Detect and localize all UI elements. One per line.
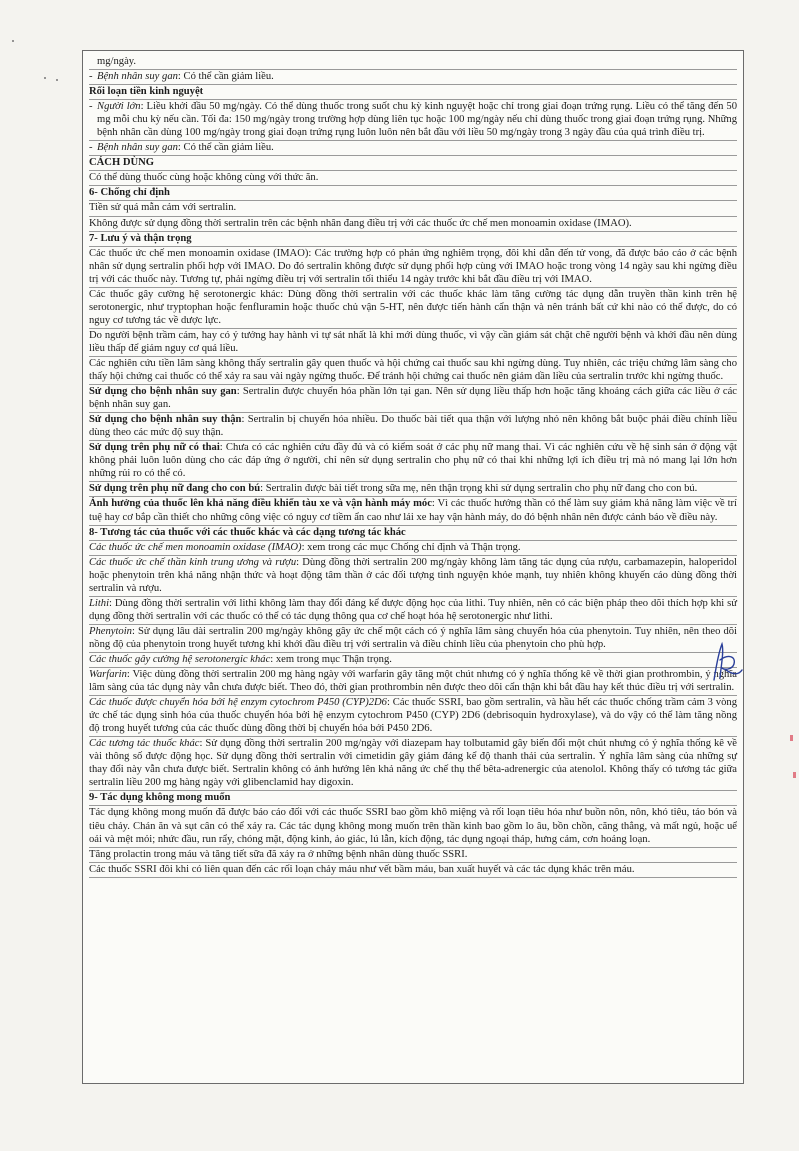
paragraph bbox=[89, 541, 737, 556]
paragraph-lead: Sử dụng cho bệnh nhân suy thận bbox=[89, 414, 242, 426]
paragraph-text: : Sertralin được chuyển hóa phần lớn tại gan. Nên sử dụng liều thấp hơn hoặc tăng khoảng cách giữa các liều ở các bệnh nhân suy gan. bbox=[89, 386, 737, 411]
paragraph-lead: Warfarin bbox=[89, 669, 127, 681]
paragraph-lead: Sử dụng cho bệnh nhân suy gan bbox=[89, 386, 237, 398]
paragraph: Các thuốc SSRI đôi khi có liên quan đến các rối loạn chảy máu như vết bầm máu, ban xuất huyết và các tác dụng khác trên máu. bbox=[89, 863, 737, 878]
paragraph: Các thuốc gây cường hệ serotonergic khác: Dùng đồng thời sertralin với các thuốc khác làm tăng cường tác dụng dẫn truyền thần kinh trên hệ serotonergic, như tryptophan hoặc fenfluramin hoặc thuốc chủ vận 5-HT, nên được tiến hành cẩn thận và nên tránh bất cứ khi nào có thể được, do có nguy cơ tương tác về dược lực. bbox=[89, 288, 737, 329]
document-page bbox=[82, 50, 744, 1084]
signature-mark bbox=[706, 640, 746, 686]
paragraph bbox=[89, 737, 737, 791]
section-heading: CÁCH DÙNG bbox=[89, 156, 737, 171]
paragraph-text: : Các thuốc SSRI, bao gồm sertralin, và hầu hết các thuốc chống trầm cảm 3 vòng ức chế tác dụng sinh hóa của thuốc chuyển hóa bởi hệ enzym cytochrom P450 (CYP) 2D6 (debrisoquin hydroxylase), và do vậy có thể làm tăng nồng độ trong huyết tương của các thuốc dùng đồng thời bị chuyển hóa bởi P450 2D6. bbox=[89, 697, 737, 735]
paragraph-text: : Dùng đồng thời sertralin 200 mg/ngày không làm tăng tác dụng của rượu, carbamazepin, haloperidol hoặc phenytoin trên khả năng nhận thức và hoạt động tâm thần ở các đối tượng tình nguyện khỏe mạnh, tuy nhiên không khuyến cáo dùng đồng thời sertralin và rượu. bbox=[89, 556, 737, 594]
paragraph-text: : Việc dùng đồng thời sertralin 200 mg hàng ngày với warfarin gây tăng một chút nhưng có ý nghĩa thống kê về thời gian prothrombin, ý nghĩa lâm sàng của tác dụng này vẫn chưa được biết. Theo đó, thời gian prothrombin nên được theo dõi cẩn thận khi bắt đầu hay kết thúc điều trị với sertralin. bbox=[89, 669, 737, 694]
bullet-mark: - bbox=[89, 71, 93, 83]
paragraph-lead: Sử dụng trên phụ nữ đang cho con bú bbox=[89, 483, 261, 495]
paragraph-text: : Sử dụng lâu dài sertralin 200 mg/ngày không gây ức chế một cách có ý nghĩa lâm sàng chuyển hóa của phenytoin. Tuy nhiên, nên theo dõi nồng độ của phenytoin trong huyết tương khi khởi đầu điều trị với sertralin và điều chỉnh liều của phenytoin cho phù hợp. bbox=[89, 625, 737, 650]
paragraph: Tăng prolactin trong máu và tăng tiết sữa đã xảy ra ở những bệnh nhân dùng thuốc SSRI. bbox=[89, 848, 737, 863]
paragraph bbox=[89, 668, 737, 696]
paragraph-lead: Các thuốc được chuyển hóa bởi hệ enzym cytochrom P450 (CYP)2D6 bbox=[89, 697, 387, 709]
bullet-label: Bệnh nhân suy gan bbox=[97, 71, 178, 83]
paragraph bbox=[89, 597, 737, 625]
paragraph bbox=[89, 413, 737, 441]
paragraph: mg/ngày. bbox=[89, 55, 737, 70]
section-heading: 6- Chống chỉ định bbox=[89, 186, 737, 201]
paragraph-text: : Sertralin được bài tiết trong sữa mẹ, nên thận trọng khi sử dụng sertralin cho phụ nữ đang cho con bú. bbox=[260, 483, 698, 495]
paragraph-text: : Vì các thuốc hướng thần có thể làm suy giảm khả năng làm việc về trí tuệ hay cơ bắp cần thiết cho những công việc có nguy cơ tiềm ẩn cao như lái xe hay vận hành máy, do đó bệnh nhân nên được cảnh báo về điều này. bbox=[89, 498, 737, 523]
bullet-mark: - bbox=[89, 142, 93, 154]
bullet-label: Người lớn bbox=[97, 101, 141, 113]
paragraph bbox=[89, 482, 737, 497]
paragraph-text: : Chưa có các nghiên cứu đầy đủ và có kiểm soát ở các phụ nữ mang thai. Vì các nghiên cứu về hệ sinh sản ở động vật không phải luôn luôn dùng cho các đáp ứng ở người, chỉ nên sử dụng sertralin cho phụ nữ có thai khi những lợi ích điều trị mà nó mang lại lớn hơn những rủi ro có thể có. bbox=[89, 442, 737, 480]
paragraph: Tác dụng không mong muốn đã được báo cáo đối với các thuốc SSRI bao gồm khô miệng và rối loạn tiêu hóa như buồn nôn, nôn, khó tiêu, táo bón và tiêu chảy. Chán ăn và sụt cân có thể xảy ra. Các tác dụng không mong muốn trên thần kinh bao gồm lo âu, bồn chồn, căng thẳng, và mất ngủ, hoặc uể oải và mệt mỏi; nhức đầu, run rẩy, chóng mặt, động kinh, ảo giác, lú lẫn, kích động, tác dụng ngoại tháp, hưng cảm, cơn hoảng loạn. bbox=[89, 806, 737, 847]
paragraph: Các thuốc ức chế men monoamin oxidase (IMAO): Các trường hợp có phản ứng nghiêm trọng, đôi khi dẫn đến tử vong, đã được báo cáo ở các bệnh nhân sử dụng sertralin phối hợp với IMAO. Do đó sertralin không được sử dụng phối hợp cùng với IMAO hoặc trong vòng 14 ngày sau khi ngừng điều trị với các thuốc này. Tương tự, phải ngừng điều trị với sertralin tối thiểu 14 ngày trước khi bắt đầu điều trị với IMAO. bbox=[89, 247, 737, 288]
bullet-text: : Liều khởi đầu 50 mg/ngày. Có thể dùng thuốc trong suốt chu kỳ kinh nguyệt hoặc chỉ trong giai đoạn trứng rụng. Liều có thể tăng đến 50 mg mỗi chu kỳ nếu cần. Tối đa: 150 mg/ngày trong trường hợp dùng liên tục hoặc 100 mg/ngày nếu chỉ dùng thuốc trong giai đoạn trứng rụng. Những bệnh nhân cần dùng 100 mg/ngày trong giai đoạn trứng rụng luôn luôn nên bắt đầu với liều 50 mg/ngày trong 3 ngày đầu của quá trình điều trị. bbox=[97, 101, 737, 139]
bullet-item bbox=[89, 100, 737, 141]
paragraph: Có thể dùng thuốc cùng hoặc không cùng với thức ăn. bbox=[89, 171, 737, 186]
paragraph bbox=[89, 497, 737, 525]
bullet-text: : Có thể cần giảm liều. bbox=[177, 142, 274, 154]
paragraph: Không được sử dụng đồng thời sertralin trên các bệnh nhân đang điều trị với các thuốc ức chế men monoamin oxidase (IMAO). bbox=[89, 217, 737, 232]
document-body bbox=[83, 51, 743, 878]
paragraph bbox=[89, 441, 737, 482]
paragraph: Tiền sử quá mẫn cảm với sertralin. bbox=[89, 201, 737, 216]
bullet-mark: - bbox=[89, 101, 93, 113]
section-heading: 8- Tương tác của thuốc với các thuốc khác và các dạng tương tác khác bbox=[89, 526, 737, 541]
bullet-text: : Có thể cần giảm liều. bbox=[177, 71, 274, 83]
paragraph-lead: Ảnh hưởng của thuốc lên khả năng điều khiển tàu xe và vận hành máy móc bbox=[89, 498, 432, 510]
paragraph bbox=[89, 653, 737, 668]
paragraph-lead: Các thuốc gây cường hệ serotonergic khác bbox=[89, 653, 271, 665]
paragraph-lead: Các tương tác thuốc khác bbox=[89, 738, 200, 750]
paragraph-lead: Sử dụng trên phụ nữ có thai bbox=[89, 442, 220, 454]
paragraph: Các nghiên cứu tiền lâm sàng không thấy sertralin gây quen thuốc và hội chứng cai thuốc sau khi ngừng dùng. Tuy nhiên, các triệu chứng lâm sàng cho thấy hội chứng cai thuốc có thể xảy ra sau vài ngày ngừng thuốc. Để tránh hội chứng cai thuốc nên giảm dần liều của sertralin trước khi ngừng thuốc. bbox=[89, 357, 737, 385]
section-heading: 7- Lưu ý và thận trọng bbox=[89, 232, 737, 247]
paragraph bbox=[89, 556, 737, 597]
paragraph-lead: Các thuốc ức chế thần kinh trung ương và rượu bbox=[89, 556, 297, 568]
paragraph-text: : Sertralin bị chuyển hóa nhiều. Do thuốc bài tiết qua thận với lượng nhỏ nên không bắt buộc phải điều chỉnh liều dùng theo các mức độ suy thận. bbox=[89, 414, 737, 439]
paragraph bbox=[89, 696, 737, 737]
bullet-label: Bệnh nhân suy gan bbox=[97, 142, 178, 154]
paragraph-text: : Sử dụng đồng thời sertralin 200 mg/ngày với diazepam hay tolbutamid gây biến đổi một chút nhưng có ý nghĩa thống kê về vài thông số được động học. Sử dụng đồng thời sertralin với cimetidin gây giảm đáng kể độ thanh thải của sertralin. Ý nghĩa lâm sàng của những sự thay đổi này vẫn chưa được biết. Sertralin không có ảnh hưởng lên khả năng ức chế thụ thể bêta-adrenergic của atenolol. Không thấy có tương tác giữa sertralin liều 200 mg hàng ngày với glibenclamid hay digoxin. bbox=[89, 738, 737, 789]
paragraph-text: : Dùng đồng thời sertralin với lithi không làm thay đổi đáng kể được động học của lithi. Tuy nhiên, nên có các biện pháp theo dõi thích hợp khi sử dụng đồng thời sertralin với các thuốc có thể có tác dụng thông qua cơ chế hoạt hóa hệ serotonergic như lithi. bbox=[89, 597, 737, 622]
paragraph-text: : xem trong mục Thận trọng. bbox=[270, 653, 392, 665]
paragraph bbox=[89, 385, 737, 413]
bullet-item bbox=[89, 141, 737, 156]
paragraph-lead: Các thuốc ức chế men monoamin oxidase (IMAO) bbox=[89, 541, 302, 553]
paragraph-lead: Phenytoin bbox=[89, 625, 132, 637]
section-heading: Rối loạn tiền kinh nguyệt bbox=[89, 85, 737, 100]
bullet-item bbox=[89, 70, 737, 85]
section-heading: 9- Tác dụng không mong muốn bbox=[89, 791, 737, 806]
paragraph bbox=[89, 625, 737, 653]
paragraph: Do người bệnh trầm cảm, hay có ý tưởng hay hành vi tự sát nhất là khi mới dùng thuốc, vì vậy cần giám sát chặt chẽ người bệnh và khởi đầu nên dùng liều thấp để giảm nguy cơ quá liều. bbox=[89, 329, 737, 357]
paragraph-lead: Lithi bbox=[89, 597, 110, 609]
paragraph-text: : xem trong các mục Chống chỉ định và Thận trọng. bbox=[301, 541, 521, 553]
